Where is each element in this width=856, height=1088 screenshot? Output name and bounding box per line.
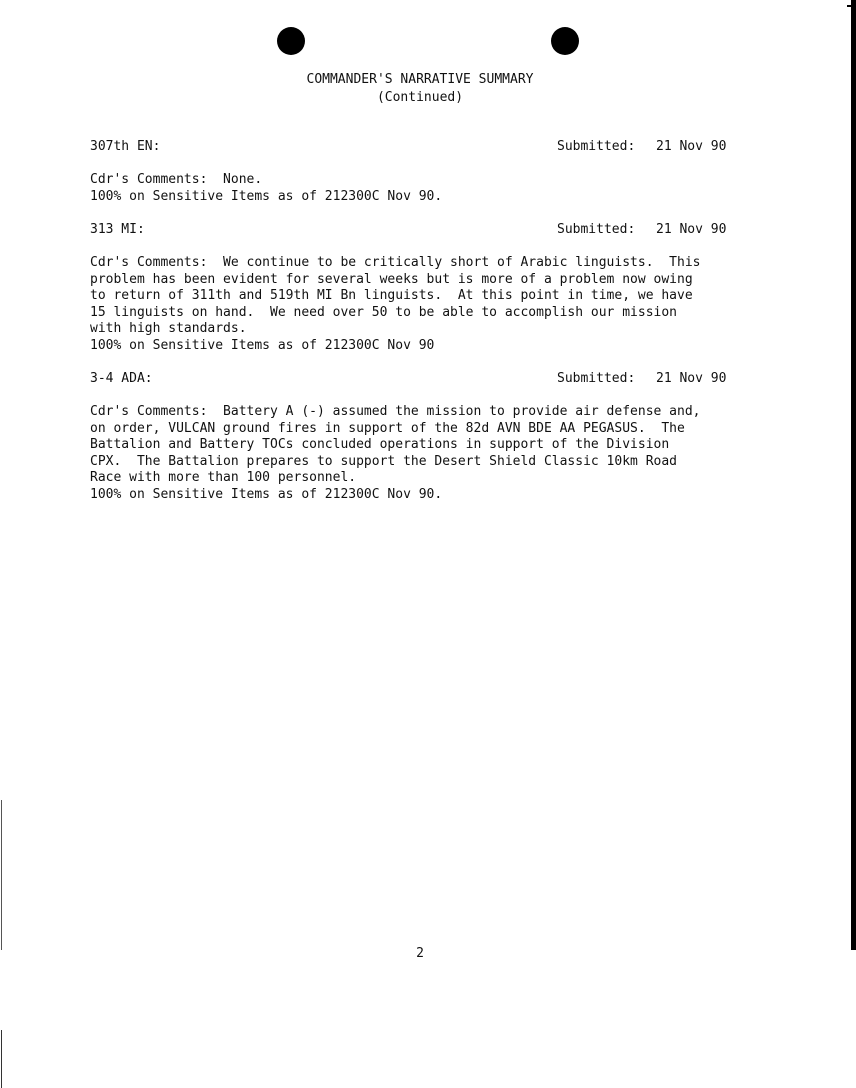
punch-hole-left bbox=[277, 27, 305, 55]
submitted-label: Submitted: bbox=[557, 222, 636, 237]
text-line: Cdr's Comments: We continue to be critically short of Arabic linguists. This bbox=[90, 255, 701, 270]
text-line: Battalion and Battery TOCs concluded operations in support of the Division bbox=[90, 437, 670, 453]
submitted-date: 21 Nov 90 bbox=[656, 222, 727, 237]
text-line: 100% on Sensitive Items as of 212300C Nov 90 bbox=[90, 337, 435, 353]
submitted-date: 21 Nov 90 bbox=[656, 139, 727, 154]
text-line: Cdr's Comments: Battery A (-) assumed the mission to provide air defense and, bbox=[90, 404, 701, 419]
page-subtitle: (Continued) bbox=[376, 90, 464, 105]
text-line: 100% on Sensitive Items as of 212300C Nov 90. bbox=[90, 486, 443, 502]
section-body-313-mi bbox=[90, 255, 750, 355]
text-line: Race with more than 100 personnel. bbox=[90, 470, 357, 486]
scan-edge-mark-left-lower bbox=[1, 1030, 2, 1088]
submitted-label: Submitted: bbox=[557, 371, 636, 386]
section-header-307th-en bbox=[90, 139, 740, 155]
section-header-3-4-ada bbox=[90, 371, 740, 387]
scan-edge-tab bbox=[847, 5, 856, 7]
scan-edge-mark-right bbox=[851, 0, 856, 950]
text-line: to return of 311th and 519th MI Bn linguists. At this point in time, we have bbox=[90, 288, 693, 304]
page-number: 2 bbox=[416, 946, 424, 961]
submitted-label: Submitted: bbox=[557, 139, 636, 154]
text-line: Cdr's Comments: None. bbox=[90, 172, 263, 187]
section-body-307th-en bbox=[90, 172, 750, 205]
unit-name: 3-4 ADA: bbox=[90, 371, 153, 386]
text-line: problem has been evident for several weeks but is more of a problem now owing bbox=[90, 271, 693, 287]
text-line: 15 linguists on hand. We need over 50 to be able to accomplish our mission bbox=[90, 304, 677, 320]
section-body-3-4-ada bbox=[90, 404, 750, 504]
scan-edge-mark-left bbox=[1, 800, 2, 950]
text-line: CPX. The Battalion prepares to support the Desert Shield Classic 10km Road bbox=[90, 453, 677, 469]
text-line: on order, VULCAN ground fires in support of the 82d AVN BDE AA PEGASUS. The bbox=[90, 420, 685, 436]
unit-name: 307th EN: bbox=[90, 139, 161, 154]
page-title: COMMANDER'S NARRATIVE SUMMARY bbox=[306, 72, 534, 87]
punch-hole-right bbox=[551, 27, 579, 55]
submitted-date: 21 Nov 90 bbox=[656, 371, 727, 386]
unit-name: 313 MI: bbox=[90, 222, 145, 237]
text-line: with high standards. bbox=[90, 321, 247, 337]
section-header-313-mi bbox=[90, 222, 740, 238]
text-line: 100% on Sensitive Items as of 212300C Nov 90. bbox=[90, 188, 443, 204]
